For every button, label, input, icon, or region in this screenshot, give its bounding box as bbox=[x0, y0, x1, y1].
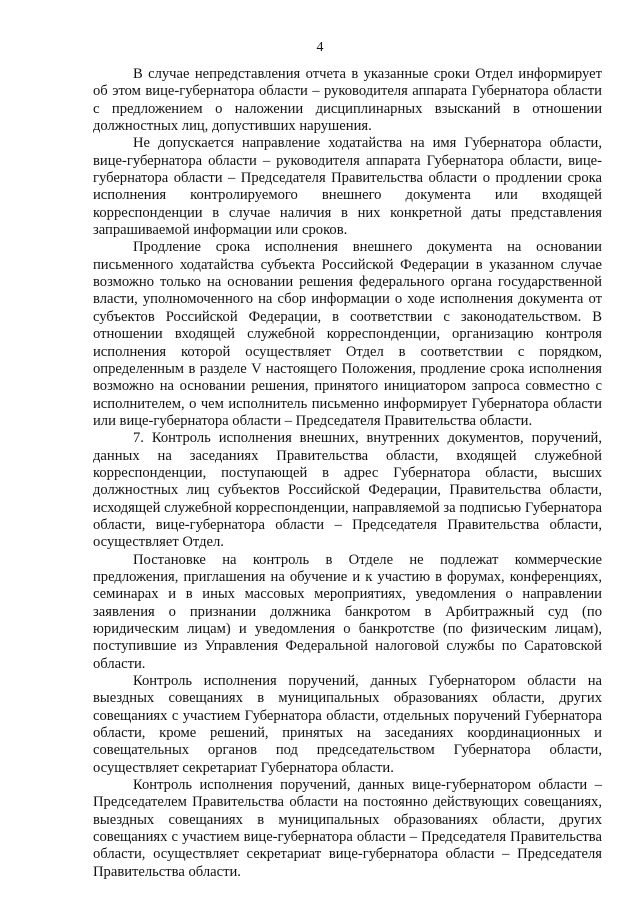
paragraph-not-subject-to-control: Постановке на контроль в Отделе не подлежат коммерческие предложения, приглашения на обучение и к участию в форумах, конференциях, семинарах и в иных массовых мероприятиях, уведомления о направлении заявления о признании должника банкротом в Арбитражный суд (по юридическим лицам) и уведомления о банкротстве (по физическим лицам), поступившие из Управления Федеральной налоговой службы по Саратовской области. bbox=[93, 551, 602, 672]
paragraph-report-failure: В случае непредставления отчета в указанные сроки Отдел информирует об этом вице-губернатора области – руководителя аппарата Губернатора области с предложением о наложении дисциплинарных взысканий в отношении должностных лиц, допустивших нарушения. bbox=[93, 66, 602, 135]
paragraph-item-7: 7. Контроль исполнения внешних, внутренних документов, поручений, данных на заседаниях Правительства области, входящей служебной корреспонденции, поступающей в адрес Губернатора области, высших должностных лиц субъектов Российской Федерации, Правительства области, исходящей служебной корреспонденции, направляемой за подписью Губернатора области, вице-губернатора области – Председателя Правительства области, осуществляет Отдел. bbox=[93, 430, 602, 551]
paragraph-vice-governor-secretariat: Контроль исполнения поручений, данных вице-губернатором области – Председателем Правительства области на постоянно действующих совещаниях, выездных совещаниях в муниципальных образованиях области, других совещаниях с участием вице-губернатора области – Председателя Правительства области, осуществляет секретариат вице-губернатора области – Председателя Правительства области. bbox=[93, 777, 602, 880]
paragraph-extension-prohibited: Не допускается направление ходатайства на имя Губернатора области, вице-губернатора области – руководителя аппарата Губернатора области, вице-губернатора области – Председателя Правительства области о продлении срока исполнения контролируемого внешнего документа или входящей корреспонденции в случае наличия в них конкретной даты представления запрашиваемой информации или сроков. bbox=[93, 135, 602, 239]
page-number: 4 bbox=[316, 40, 324, 55]
paragraph-governor-secretariat: Контроль исполнения поручений, данных Губернатором области на выездных совещаниях в муниципальных образованиях области, других совещаниях с участием Губернатора области, отдельных поручений Губернатора области, кроме решений, принятых на заседаниях координационных и совещательных органов под председательством Губернатора области, осуществляет секретариат Губернатора области. bbox=[93, 673, 602, 776]
document-body bbox=[93, 66, 602, 881]
paragraph-extension-procedure: Продление срока исполнения внешнего документа на основании письменного ходатайства субъекта Российской Федерации в указанном случае возможно только на основании решения федерального органа государственной власти, уполномоченного на сбор информации о ходе исполнения документа от субъектов Российской Федерации, в соответствии с законодательством. В отношении входящей служебной корреспонденции, организацию контроля исполнения которой осуществляет Отдел в соответствии с порядком, определенным в разделе V настоящего Положения, продление срока исполнения возможно на основании решения, принятого инициатором запроса совместно с исполнителем, о чем исполнитель письменно информирует Губернатора области или вице-губернатора области – Председателя Правительства области. bbox=[93, 239, 602, 429]
